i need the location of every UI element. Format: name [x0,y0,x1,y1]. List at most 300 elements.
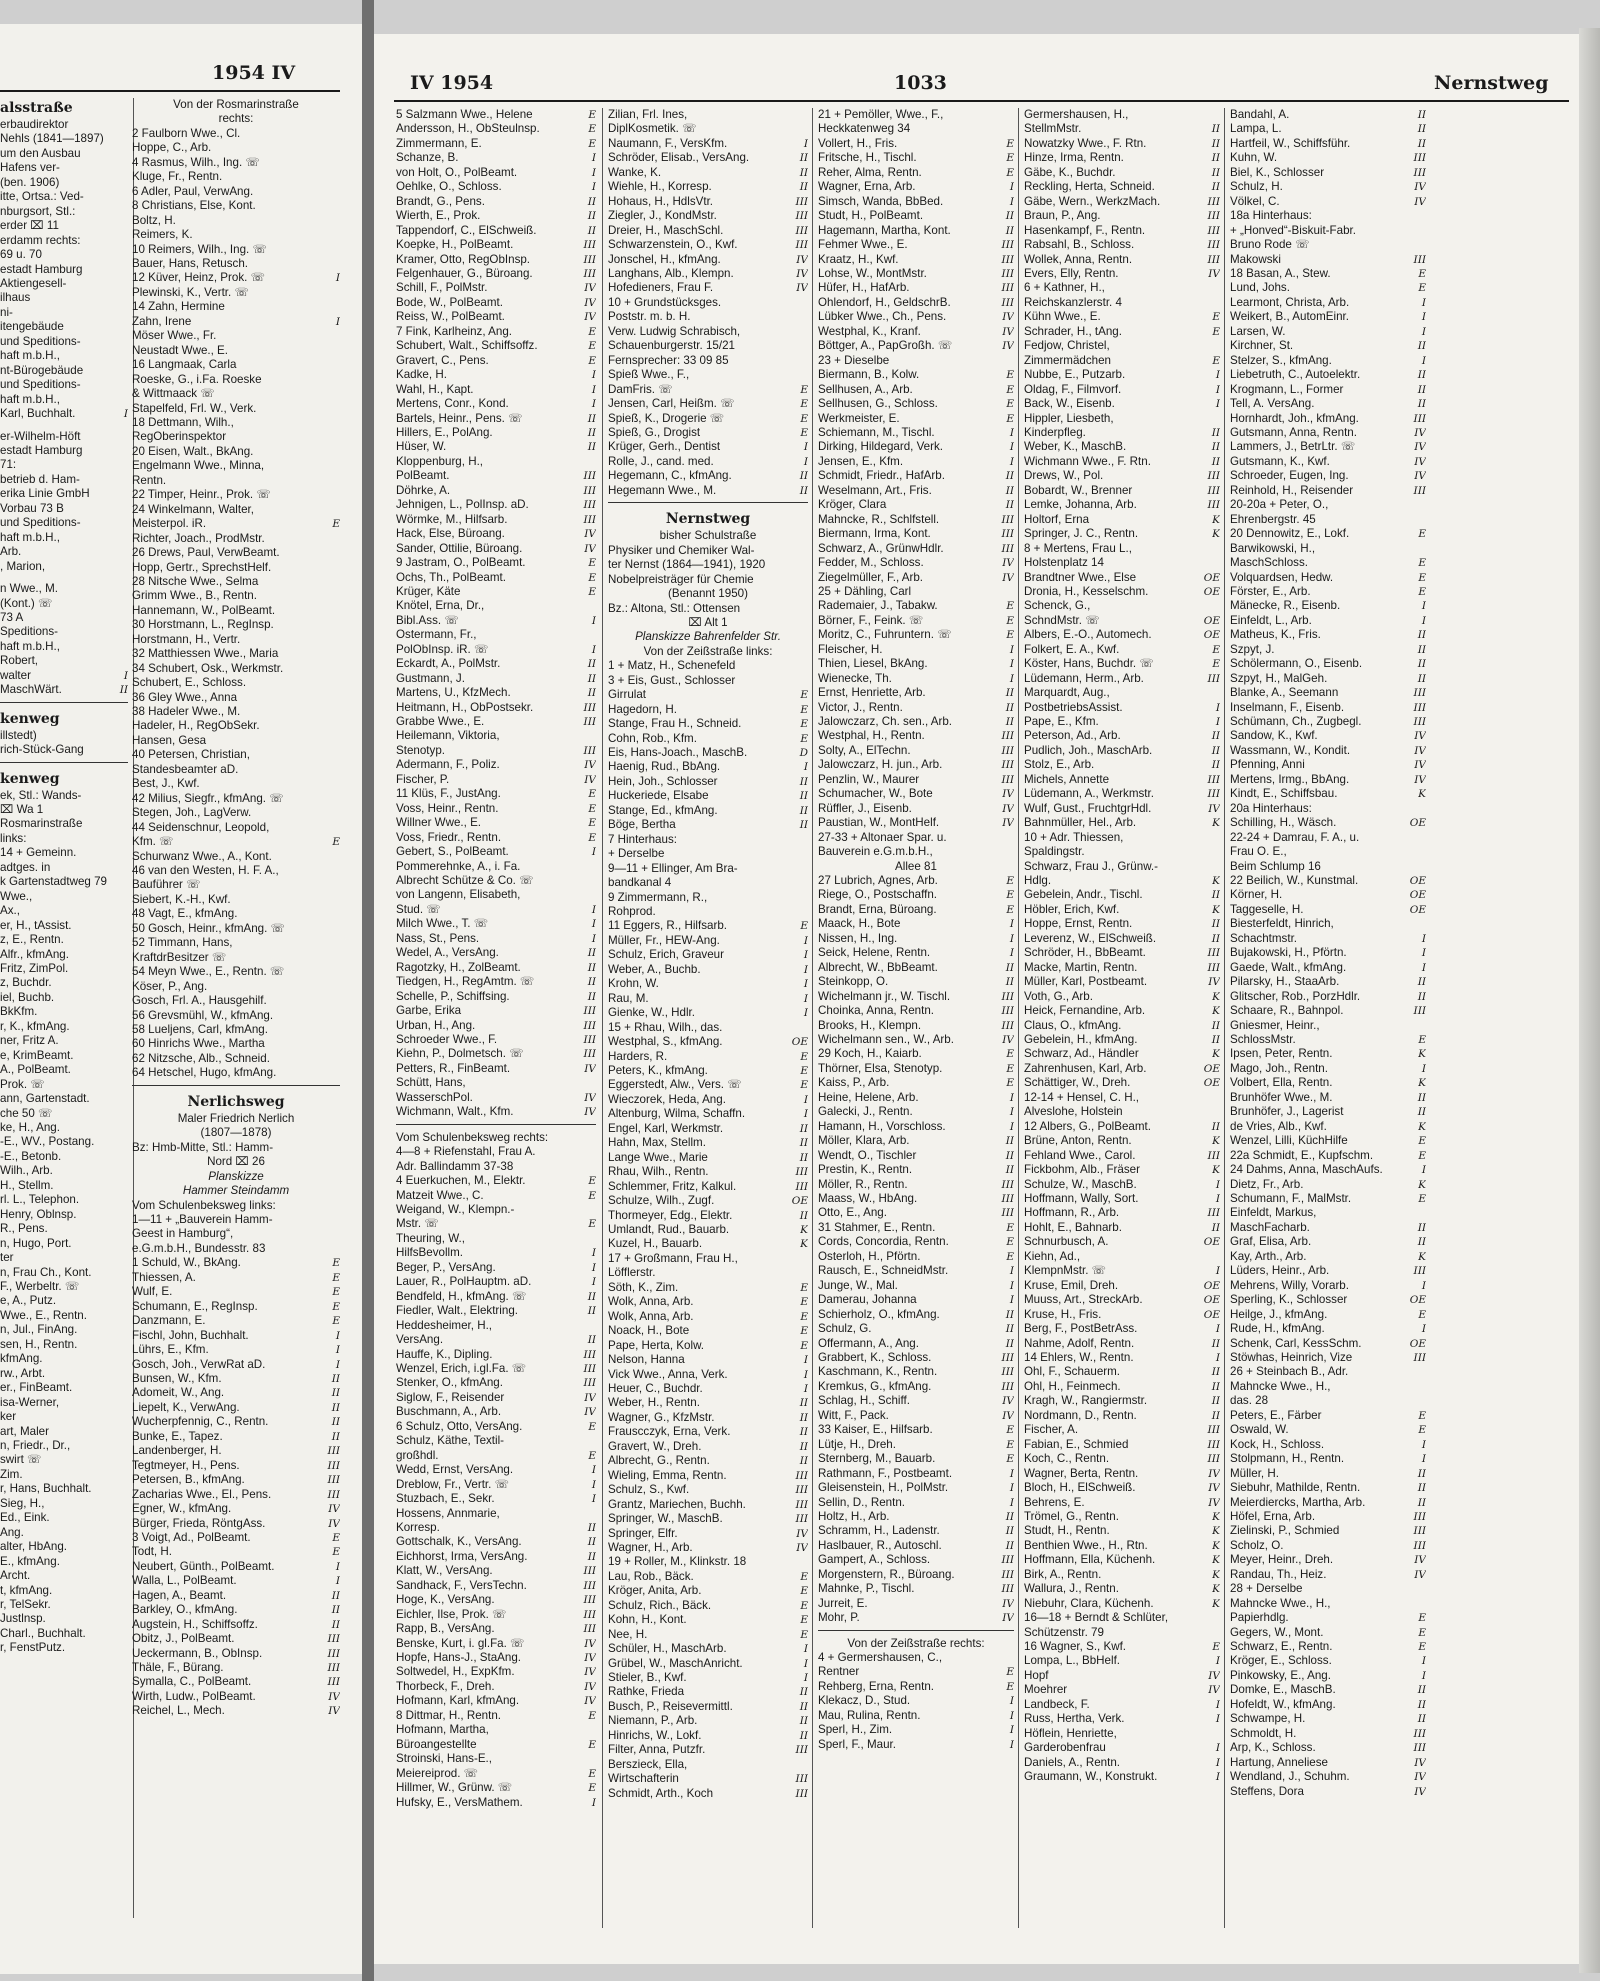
directory-entry [1230,1568,1426,1582]
entry-text: Jurreit, E. [818,1596,868,1610]
entry-text: Haslbauer, R., Autoschl. [818,1538,942,1552]
floor-marker: IV [584,311,596,324]
entry-text: Studt, H., PolBeamt. [818,209,924,223]
entry-text: 50 Gosch, Heinr., kfmAng. ☏ [132,921,286,935]
directory-entry [0,1078,128,1092]
entry-text: Graumann, W., Konstrukt. [1024,1770,1158,1784]
entry-text: Lammers, J., BetrLtr. ☏ [1230,440,1356,454]
directory-entry [818,1235,1014,1249]
entry-text: Gravert, W., Dreh. [608,1439,702,1453]
entry-text: Schachtmstr. [1230,931,1298,945]
directory-entry [396,1174,596,1188]
entry-text: Mstr. ☏ [396,1217,439,1231]
entry-text: Robert, [0,654,39,668]
entry-text: Stud. ☏ [396,902,441,916]
entry-text: Harders, R. [608,1049,668,1063]
directory-entry [818,1120,1014,1134]
entry-text: 62 Nitzsche, Alb., Schneid. [132,1051,270,1065]
directory-entry [0,582,128,596]
directory-entry [396,1405,596,1419]
entry-text: Westphal, K., Kranf. [818,324,921,338]
directory-entry [818,397,1014,411]
entry-text: Schulz, H. [1230,180,1283,194]
entry-text: Wienecke, Th. [818,671,892,685]
directory-entry [132,344,340,358]
entry-text: haft m.b.H., [0,530,60,544]
floor-marker: E [588,802,596,815]
directory-entry [396,903,596,917]
floor-marker: II [331,1416,340,1429]
entry-text: Vorbau 73 B [0,501,64,515]
entry-text: Berszieck, Ella, [608,1757,688,1771]
directory-entry [396,556,596,570]
directory-entry [0,516,128,530]
entry-text: Springer, J. C., Rentn. [1024,527,1139,541]
floor-marker: II [587,961,596,974]
entry-text: Penzlin, W., Maurer [818,772,920,786]
directory-entry [0,1251,128,1265]
directory-entry [1230,1524,1426,1538]
floor-marker: E [800,1296,808,1309]
directory-entry [132,300,340,314]
directory-entry [396,686,596,700]
floor-marker: I [591,383,596,396]
floor-marker: I [803,1368,808,1381]
entry-text: 36 Gley Wwe., Anna [132,690,238,704]
entry-text: Schumann, F., MalMstr. [1230,1191,1352,1205]
directory-entry [1230,1553,1426,1567]
entry-text: Pfenning, Anni [1230,758,1305,772]
entry-text: 14 Zahn, Hermine [132,300,225,314]
directory-entry [0,597,128,611]
directory-entry [1024,1524,1220,1538]
entry-text: Bürger, Frieda, RöntgAss. [132,1516,266,1530]
directory-entry [1024,296,1220,310]
directory-entry [1024,1423,1220,1437]
floor-marker: II [587,210,596,223]
floor-marker: K [1212,817,1220,830]
entry-text: Nord ⌧ 26 [207,1155,265,1169]
floor-marker: III [1001,239,1014,252]
floor-marker: IV [584,1666,596,1679]
floor-marker: K [1212,1164,1220,1177]
entry-text: Möller, R., Rentn. [818,1177,908,1191]
directory-entry [818,1004,1014,1018]
directory-entry [818,310,1014,324]
floor-marker: IV [584,1091,596,1104]
directory-entry [1024,1683,1220,1697]
entry-text: Egner, W., kfmAng. [132,1502,232,1516]
directory-entry [818,715,1014,729]
entry-text: Kremkus, G., kfmAng. [818,1379,932,1393]
entry-text: Heckkatenweg 34 [818,122,911,136]
directory-entry [132,1473,340,1487]
directory-entry [396,310,596,324]
right-column-2 [608,108,808,1948]
floor-marker: III [1001,1207,1014,1220]
floor-marker: II [1005,1337,1014,1350]
directory-entry [1024,628,1220,642]
directory-entry [1024,1178,1220,1192]
directory-entry [1024,961,1220,975]
floor-marker: K [800,1223,808,1236]
floor-marker: II [1417,109,1426,121]
street-title-header: Nernstweg [1434,72,1549,94]
floor-marker: II [1417,990,1426,1003]
directory-entry [0,1280,128,1294]
floor-marker: I [591,918,596,931]
floor-marker: II [1005,1539,1014,1552]
directory-entry [132,1141,340,1155]
directory-entry [1024,122,1220,136]
directory-entry [132,1488,340,1502]
floor-marker: I [591,166,596,179]
entry-text: 60 Hinrichs Wwe., Martha [132,1037,265,1051]
directory-entry [396,874,596,888]
floor-marker: III [583,716,596,729]
entry-text: Lührs, E., Kfm. [132,1343,209,1357]
entry-text: MaschWärt. [0,683,62,697]
floor-marker: III [1001,528,1014,541]
floor-marker: IV [796,267,808,280]
directory-entry [818,484,1014,498]
floor-marker: II [799,819,808,832]
floor-marker: E [1006,1424,1014,1437]
entry-text: 18a Hinterhaus: [1230,209,1312,223]
entry-text: Hein, Joh., Schlosser [608,774,718,788]
floor-marker: II [1417,1482,1426,1495]
directory-entry [0,1598,128,1612]
floor-marker: II [1005,1164,1014,1177]
entry-text: 69 u. 70 [0,248,42,262]
directory-entry [1024,1452,1220,1466]
entry-text: Altenburg, Wilma, Schaffn. [608,1107,746,1121]
floor-marker: I [1009,1496,1014,1509]
directory-entry [1230,383,1426,397]
floor-marker: E [1212,325,1220,338]
entry-text: Grabbert, K., Schloss. [818,1350,932,1364]
floor-marker: III [1207,195,1220,208]
floor-marker: III [583,253,596,266]
entry-text: Albrecht, W., BbBeamt. [818,960,938,974]
directory-entry [0,176,128,190]
floor-marker: E [1006,875,1014,888]
directory-entry [132,1242,340,1256]
directory-entry [1230,571,1426,585]
directory-entry [608,151,808,165]
entry-text: Spieß Wwe., F., [608,368,690,382]
floor-marker: I [123,408,128,421]
floor-marker: E [1418,1149,1426,1162]
directory-entry [396,1651,596,1665]
directory-entry [1230,614,1426,628]
directory-entry [1230,426,1426,440]
floor-marker: E [1006,1077,1014,1090]
directory-entry [396,281,596,295]
floor-marker: II [1417,1221,1426,1234]
directory-entry [608,789,808,803]
entry-text: Mahncke Wwe., H., [1230,1379,1331,1393]
directory-entry [396,1062,596,1076]
entry-text: 20 Dennowitz, E., Lokf. [1230,527,1350,541]
floor-marker: E [1418,1192,1426,1205]
entry-text: Adermann, F., Poliz. [396,758,500,772]
floor-marker: III [583,1623,596,1636]
directory-entry [396,1105,596,1119]
directory-entry [396,585,596,599]
directory-entry [608,426,808,440]
entry-text: 12 Albers, G., PolBeamt. [1024,1119,1151,1133]
directory-entry [0,147,128,161]
entry-text: 16—18 + Berndt & Schlüter, [1024,1611,1169,1625]
entry-text: Krohn, W. [608,977,659,991]
directory-entry [396,1665,596,1679]
directory-entry [0,991,128,1005]
directory-entry [818,1047,1014,1061]
floor-marker: OE [1409,889,1426,902]
entry-text: 2 Faulborn Wwe., Cl. [132,126,241,140]
entry-text: alsstraße [0,100,73,116]
directory-entry [132,676,340,690]
directory-entry [818,961,1014,975]
entry-text: Hasenkampf, F., Rentn. [1024,223,1146,237]
entry-text: 29 Koch, H., Kaiarb. [818,1047,922,1061]
directory-entry [1024,1380,1220,1394]
directory-entry [1230,701,1426,715]
entry-text: Meierdiercks, Martha, Arb. [1230,1495,1366,1509]
entry-text: Schwarz, Ad., Händler [1024,1047,1139,1061]
entry-text: Springer, Elfr. [608,1526,678,1540]
entry-text: Symalla, C., PolBeamt. [132,1675,252,1689]
entry-text: Schenk, Carl, KessSchm. [1230,1336,1362,1350]
directory-entry [608,354,808,368]
floor-marker: II [1005,1510,1014,1523]
entry-text: Kuhn, W. [1230,151,1278,165]
entry-text: swirt ☏ [0,1453,42,1467]
entry-text: Marquardt, Aug., [1024,686,1110,700]
directory-entry [0,729,128,743]
floor-marker: IV [1414,181,1426,194]
directory-entry [396,1319,596,1333]
directory-entry [1230,137,1426,151]
directory-entry [818,614,1014,628]
entry-text: Schulz, S., Kwf. [608,1483,690,1497]
floor-marker: I [1009,658,1014,671]
entry-text: Jensen, E., Kfm. [818,454,904,468]
directory-entry [0,919,128,933]
directory-entry [132,243,340,257]
entry-text: Engel, Karl, Werkmstr. [608,1121,724,1135]
directory-entry [0,1164,128,1178]
entry-text: Schenck, G., [1024,599,1091,613]
directory-entry [396,498,596,512]
entry-text: Claus, O., kfmAng. [1024,1018,1122,1032]
directory-entry [818,1651,1014,1665]
directory-entry [0,444,128,458]
directory-entry [1024,1626,1220,1640]
directory-entry [818,1539,1014,1553]
floor-marker: I [591,1276,596,1289]
directory-entry [818,1019,1014,1033]
entry-text: 7 Fink, Karlheinz, Ang. [396,324,512,338]
entry-text: 22 Timper, Heinr., Prok. ☏ [132,488,271,502]
directory-entry [1024,1337,1220,1351]
entry-text: Rapp, B., VersAng. [396,1622,495,1636]
directory-entry [0,1540,128,1554]
floor-marker: E [1006,383,1014,396]
directory-entry [132,1386,340,1400]
entry-text: Rathke, Frieda [608,1685,685,1699]
entry-text: Schurwanz Wwe., A., Kont. [132,849,272,863]
entry-text: Kühn Wwe., E. [1024,310,1101,324]
floor-marker: OE [1203,1308,1220,1321]
entry-text: 4 Euerkuchen, M., Elektr. [396,1174,526,1188]
floor-marker: III [1207,1438,1220,1451]
directory-entry [1230,296,1426,310]
entry-text: 12 Küver, Heinz, Prok. ☏ [132,271,266,285]
entry-text: Soltwedel, H., ExpKfm. [396,1665,515,1679]
entry-text: Garderobenfrau [1024,1741,1106,1755]
entry-text: haft m.b.H., [0,392,60,406]
entry-text: Stenotyp. [396,743,445,757]
floor-marker: E [1212,658,1220,671]
floor-marker: IV [584,1406,596,1419]
entry-text: e.G.m.b.H., Bundesstr. 83 [132,1241,266,1255]
entry-text: Nehls (1841—1897) [0,132,104,146]
entry-text: Meyer, Heinr., Dreh. [1230,1553,1334,1567]
entry-text: kenweg [0,710,60,727]
directory-entry [818,1293,1014,1307]
floor-marker: E [1006,1048,1014,1061]
entry-text: Sandhack, F., VersTechn. [396,1578,527,1592]
directory-entry [1230,1091,1426,1105]
directory-entry [1230,1640,1426,1654]
floor-marker: II [799,1397,808,1410]
directory-entry [818,238,1014,252]
entry-text: ter Nernst (1864—1941), 1920 [608,558,766,572]
directory-entry [396,1637,596,1651]
street-heading [0,769,128,789]
floor-marker: II [799,1122,808,1135]
directory-entry [0,904,128,918]
entry-text: Cohn, Rob., Kfm. [608,731,697,745]
floor-marker: I [1009,918,1014,931]
floor-marker: I [1009,1120,1014,1133]
directory-entry [132,1009,340,1023]
street-note [132,1126,340,1140]
directory-entry [1024,1770,1220,1784]
entry-text: 38 Hadeler Wwe., M. [132,705,241,719]
floor-marker: E [800,412,808,425]
entry-text: Vom Schulenbeksweg links: [132,1198,276,1212]
directory-entry [0,1453,128,1467]
directory-entry [396,1348,596,1362]
entry-text: Kröger, Clara [818,498,887,512]
entry-text: Vick Wwe., Anna, Verk. [608,1367,728,1381]
entry-text: Hack, Else, Büroang. [396,527,505,541]
directory-entry [1024,715,1220,729]
floor-marker: E [1006,1438,1014,1451]
directory-entry [1024,1756,1220,1770]
entry-text: Schumann, E., RegInsp. [132,1299,258,1313]
floor-marker: III [1413,1005,1426,1018]
directory-entry [132,459,340,473]
floor-marker: I [1009,1106,1014,1119]
directory-entry [1230,1033,1426,1047]
entry-text: Tiedgen, H., RegAmtm. ☏ [396,975,535,989]
floor-marker: II [799,1151,808,1164]
directory-entry [132,1459,340,1473]
directory-entry [396,1290,596,1304]
floor-marker: I [591,181,596,194]
entry-text: Spaldingstr. [1024,845,1085,859]
directory-entry [132,1618,340,1632]
floor-marker: III [795,210,808,223]
floor-marker: IV [1208,1684,1220,1697]
floor-marker: IV [1414,455,1426,468]
directory-entry [396,773,596,787]
directory-entry [1024,1149,1220,1163]
directory-entry [818,137,1014,151]
directory-entry [132,806,340,820]
entry-text: Papierhdlg. [1230,1611,1289,1625]
directory-entry [0,560,128,574]
directory-entry [396,1033,596,1047]
floor-marker: OE [1203,614,1220,627]
directory-entry [132,763,340,777]
floor-marker: III [1001,1554,1014,1567]
column-divider [602,108,603,1928]
entry-text: Wichmann, Walt., Kfm. [396,1105,514,1119]
directory-entry [608,1107,808,1121]
directory-entry [608,1050,808,1064]
entry-text: Horstmann, H., Vertr. [132,632,241,646]
floor-marker: E [800,732,808,745]
directory-entry [0,161,128,175]
entry-text: Seick, Helene, Rentn. [818,946,931,960]
floor-marker: I [591,1261,596,1274]
directory-entry [608,760,808,774]
directory-entry [132,127,340,141]
floor-marker: IV [328,1690,340,1703]
directory-entry [818,1496,1014,1510]
directory-entry [1024,1438,1220,1452]
directory-entry [396,195,596,209]
entry-text: Nass, St., Pens. [396,931,480,945]
floor-marker: III [327,1474,340,1487]
entry-text: KraftdrBesitzer ☏ [132,950,227,964]
floor-marker: E [332,1257,340,1270]
entry-text: Spieß, K., Drogerie ☏ [608,411,725,425]
entry-text: Weigand, W., Klempn.- [396,1202,515,1216]
entry-text: Müller, H. [1230,1466,1279,1480]
entry-text: Rude, H., kfmAng. [1230,1322,1325,1336]
directory-entry [608,1382,808,1396]
directory-entry [396,614,596,628]
floor-marker: II [1417,383,1426,396]
floor-marker: II [1211,1034,1220,1046]
entry-text: Fritz, ZimPol. [0,962,69,976]
entry-text: Völkel, C. [1230,194,1280,208]
directory-entry [1230,440,1426,454]
floor-marker: E [588,137,596,150]
directory-entry [1024,1279,1220,1293]
directory-entry [0,118,128,132]
floor-marker: I [1009,1695,1014,1708]
floor-marker: II [587,1305,596,1318]
entry-text: Hagedorn, H. [608,702,677,716]
directory-entry [396,599,596,613]
